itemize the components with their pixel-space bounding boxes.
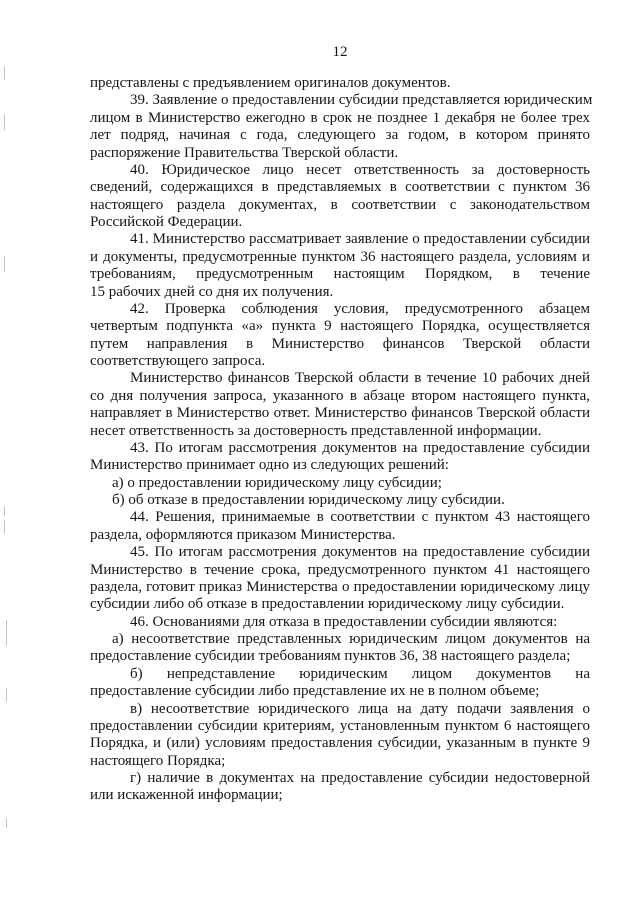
text-line: Порядка, и (или) условиям предоставления субсидии, указанным в пункте 9 (90, 735, 590, 752)
paragraph-continuation (90, 75, 590, 92)
text-line: распоряжение Правительства Тверской области. (90, 144, 399, 161)
text-line: субсидии либо об отказе в предоставлении юридическому лицу субсидии. (90, 596, 565, 613)
text-line: 15 рабочих дней со дня их получения. (90, 283, 334, 300)
paragraph-40 (90, 162, 590, 232)
paragraph-46 (90, 614, 590, 631)
paragraph-44 (90, 509, 590, 544)
scan-mark (4, 506, 5, 516)
paragraph-41 (90, 231, 590, 301)
text-line: 42. Проверка соблюдения условия, предусмотренного абзацем (130, 300, 590, 317)
paragraph-39 (90, 92, 593, 162)
text-line: со дня получения запроса, указанного в абзаце втором настоящего пункта, (90, 387, 590, 404)
paragraph-43 (90, 440, 590, 475)
text-line: предоставление субсидии требованиям пунктов 36, 38 настоящего раздела; (90, 648, 571, 665)
document-body (90, 75, 593, 805)
text-line: и документы, предусмотренные пунктом 36 настоящего раздела, условиям и (90, 248, 590, 265)
text-line: 44. Решения, принимаемые в соответствии с пунктом 43 настоящего (130, 509, 590, 526)
text-line: лицом в Министерство ежегодно в срок не позднее 1 декабря не более трех (90, 109, 590, 126)
text-line: 43. По итогам рассмотрения документов на предоставление субсидии (130, 439, 590, 456)
scan-mark (6, 818, 7, 828)
text-line: или искаженной информации; (90, 787, 283, 804)
text-line: Российской Федерации. (90, 214, 243, 230)
text-line: 45. По итогам рассмотрения документов на предоставление субсидии (130, 544, 590, 561)
text-line: настоящего раздела документах, в соответствии с законодательством (90, 196, 590, 213)
text-line: предоставление субсидии либо представление их не в полном объеме; (90, 683, 540, 700)
text-line: а) о предоставлении юридическому лицу субсидии; (112, 474, 442, 491)
text-line: Министерство в течение срока, предусмотренного пунктом 41 настоящего (90, 561, 590, 578)
text-line: предоставлении субсидии критериям, установленным пунктом 6 настоящего (90, 717, 590, 734)
text-line: а) несоответствие представленных юридическим лицом документов на (112, 631, 590, 647)
text-line: г) наличие в документах на предоставление субсидии недостоверной (130, 770, 590, 786)
scan-mark (4, 520, 5, 534)
list-item-46-a (90, 631, 590, 666)
text-line: раздела, готовит приказ Министерства о предоставлении юридическому лицу (90, 578, 590, 595)
list-item-43-b (90, 492, 590, 509)
scan-mark (4, 66, 5, 80)
scan-mark (4, 114, 5, 130)
text-line: 41. Министерство рассматривает заявление о предоставлении субсидии (130, 231, 590, 248)
text-line: Министерство финансов Тверской области в течение 10 рабочих дней (130, 370, 590, 387)
text-line: 39. Заявление о предоставлении субсидии представляется юридическим (130, 92, 593, 109)
page-number: 12 (332, 44, 348, 60)
text-line: в) несоответствие юридического лица на дату подачи заявления о (130, 700, 590, 717)
scan-mark (6, 688, 7, 702)
text-line: несет ответственность за достоверность представленной информации. (90, 422, 542, 439)
text-line: Министерство принимает одно из следующих решений: (90, 457, 449, 474)
list-item-46-b (90, 666, 590, 701)
text-line: направляет в Министерство ответ. Министерство финансов Тверской области (90, 405, 590, 422)
list-item-43-a (90, 475, 590, 492)
text-line: 40. Юридическое лицо несет ответственность за достоверность (130, 161, 590, 178)
text-line: настоящего Порядка; (90, 752, 226, 769)
text-line: соответствующего запроса. (90, 353, 266, 369)
text-line: б) об отказе в предоставлении юридическому лицу субсидии. (112, 492, 505, 508)
text-line: лет подряд, начиная с года, следующего за годом, в котором принято (90, 127, 590, 144)
paragraph-42-second (90, 370, 590, 440)
text-line: 46. Основаниями для отказа в предоставлении субсидии являются: (130, 613, 558, 630)
text-line: представлены с предъявлением оригиналов документов. (90, 75, 451, 91)
text-line: раздела, оформляются приказом Министерства. (90, 526, 396, 543)
scan-mark (6, 620, 7, 646)
list-item-46-g (90, 770, 590, 805)
text-line: требованиям, предусмотренным настоящим Порядком, в течение (90, 266, 590, 283)
paragraph-42 (90, 301, 590, 371)
text-line: четвертым подпункта «а» пункта 9 настоящего Порядка, осуществляется (90, 318, 590, 335)
text-line: б) непредставление юридическим лицом документов на (130, 665, 590, 682)
list-item-46-v (90, 701, 590, 771)
scan-mark (4, 256, 5, 272)
paragraph-45 (90, 544, 590, 614)
text-line: сведений, содержащихся в представляемых в соответствии с пунктом 36 (90, 179, 590, 196)
text-line: путем направления в Министерство финансов Тверской области (90, 335, 590, 352)
